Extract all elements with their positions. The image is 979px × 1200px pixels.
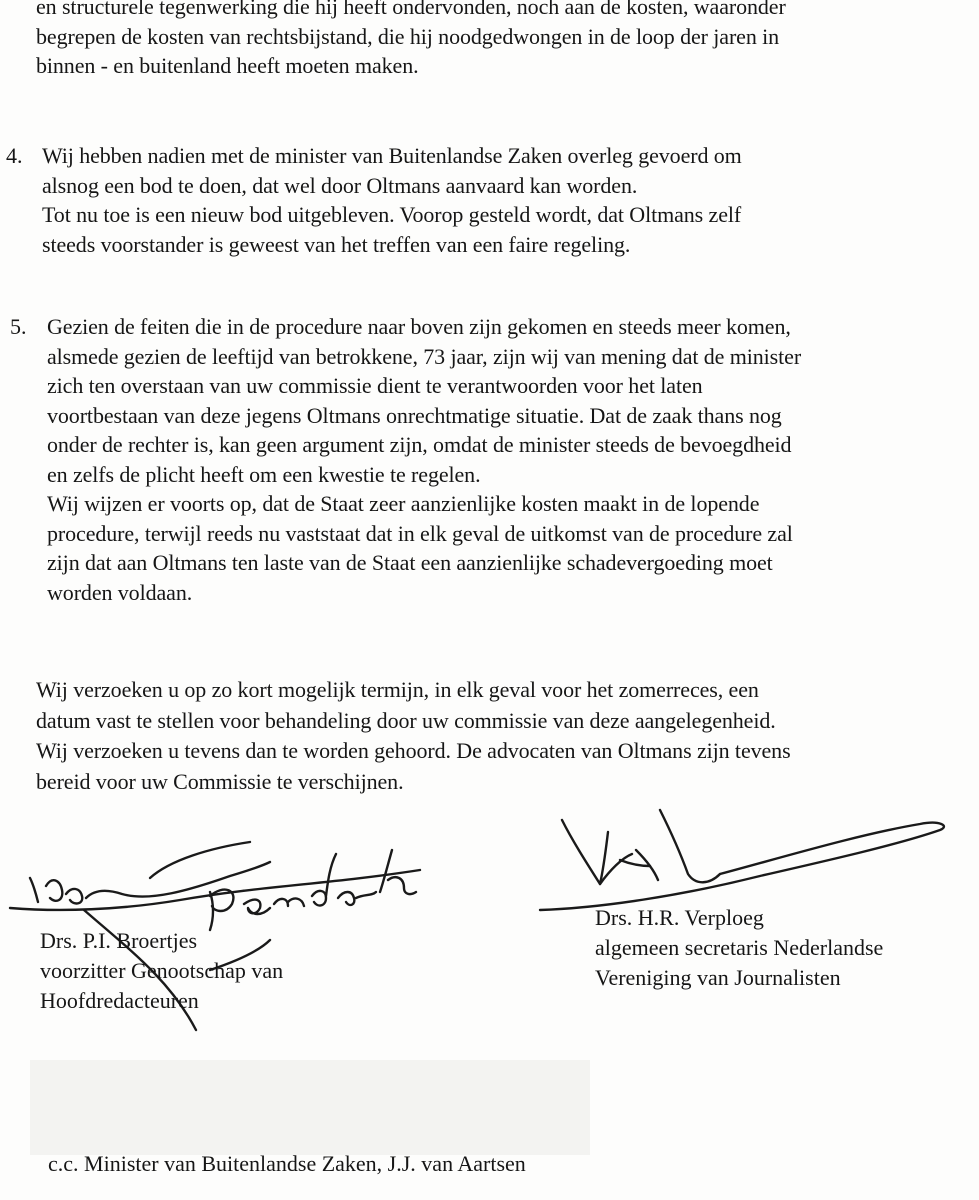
signatory-organization: Vereniging van Journalisten (595, 965, 841, 990)
text-line: onder de rechter is, kan geen argument zijn, omdat de minister steeds de bevoegdheid (47, 432, 792, 457)
item-number-4: 4. (6, 143, 23, 168)
left-signatory (40, 926, 283, 1016)
text-line: Wij wijzen er voorts op, dat de Staat zeer aanzienlijke kosten maakt in de lopende (47, 491, 760, 516)
text-line: steeds voorstander is geweest van het treffen van een faire regeling. (42, 231, 631, 257)
text-line: bereid voor uw Commissie te verschijnen. (36, 768, 404, 794)
text-line: Tot nu toe is een nieuw bod uitgebleven. Voorop gesteld wordt, dat Oltmans zelf (42, 202, 742, 227)
cc-line: c.c. Minister van Buitenlandse Zaken, J.J. van Aartsen (48, 1151, 526, 1176)
text-line: alsmede gezien de leeftijd van betrokkene, 73 jaar, zijn wij van mening dat de minister (47, 343, 802, 369)
text-line: zijn dat aan Oltmans ten laste van de Staat een aanzienlijke schadevergoeding moet (47, 550, 773, 575)
text-line: en zelfs de plicht heeft om een kwestie te regelen. (47, 461, 481, 487)
signatory-organization: Hoofdredacteuren (40, 988, 199, 1013)
continuation-paragraph (36, 0, 786, 81)
text-line: alsnog een bod te doen, dat wel door Oltmans aanvaard kan worden. (42, 172, 638, 198)
text-line: binnen - en buitenland heeft moeten maken. (36, 53, 419, 78)
text-line: voortbestaan van deze jegens Oltmans onrechtmatige situatie. Dat de zaak thans nog (47, 402, 782, 428)
right-signatory (595, 903, 883, 993)
signatory-role: algemeen secretaris Nederlandse (595, 935, 884, 960)
text-line: worden voldaan. (47, 579, 193, 605)
signatory-role: voorzitter Genootschap van (40, 958, 284, 983)
signatory-name: Drs. H.R. Verploeg (595, 905, 764, 930)
item-number-5: 5. (10, 314, 27, 339)
text-line: Wij verzoeken u op zo kort mogelijk termijn, in elk geval voor het zomerreces, een (36, 677, 759, 702)
text-line: begrepen de kosten van rechtsbijstand, die hij noodgedwongen in de loop der jaren in (36, 23, 780, 49)
text-line: Wij hebben nadien met de minister van Buitenlandse Zaken overleg gevoerd om (42, 143, 742, 168)
signatory-name: Drs. P.I. Broertjes (40, 928, 198, 953)
text-line: procedure, terwijl reeds nu vaststaat dat in elk geval de uitkomst van de procedure zal (47, 520, 793, 546)
closing-paragraph (36, 675, 791, 797)
text-line: zich ten overstaan van uw commissie dient te verantwoorden voor het laten (47, 373, 703, 398)
text-line: Wij verzoeken u tevens dan te worden gehoord. De advocaten van Oltmans zijn tevens (36, 738, 791, 763)
item-5-paragraph (47, 312, 801, 607)
text-line: Gezien de feiten die in de procedure naar boven zijn gekomen en steeds meer komen, (47, 314, 791, 339)
text-line: datum vast te stellen voor behandeling door uw commissie van deze aangelegenheid. (36, 707, 776, 733)
item-4-paragraph (42, 141, 742, 259)
scan-shade (30, 1060, 590, 1155)
text-line: en structurele tegenwerking die hij heeft ondervonden, noch aan de kosten, waaronder (36, 0, 786, 19)
